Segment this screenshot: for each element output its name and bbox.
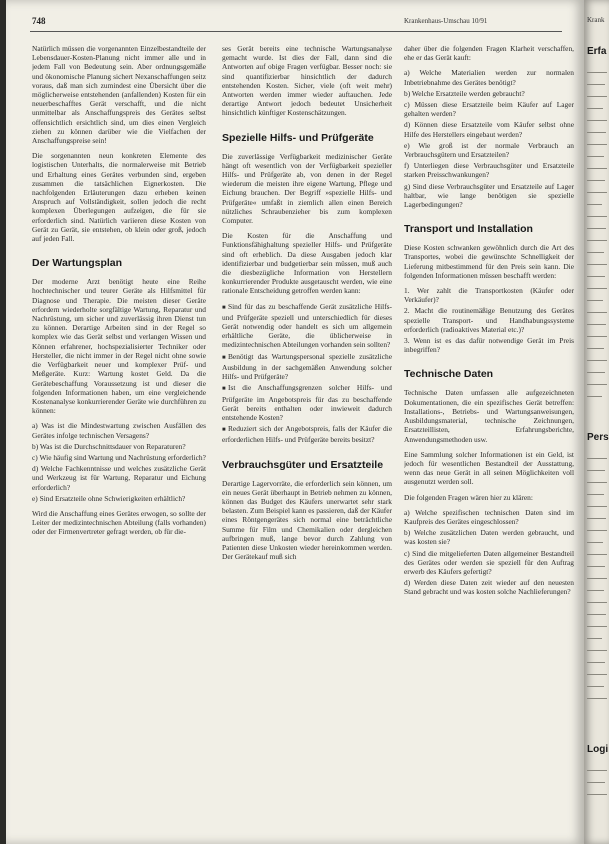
text-line <box>587 348 604 349</box>
running-head: Krankenhaus-Umschau 10/91 <box>404 17 488 25</box>
text-line <box>587 252 604 253</box>
text-line <box>587 300 603 301</box>
text-line <box>587 614 606 615</box>
text-line <box>587 132 606 133</box>
text-line <box>587 360 607 361</box>
list-item: b) Welche Ersatzteile werden gebraucht? <box>404 88 525 98</box>
text-line <box>587 506 607 507</box>
list-item <box>222 383 392 422</box>
text-line <box>587 324 606 325</box>
next-page-heading: Logi <box>587 744 609 755</box>
text-line <box>587 144 607 145</box>
text-line <box>587 72 607 73</box>
list-item: a) Welche Materialien werden zur normalen Inbetriebnahme des Gerätes benötigt? <box>404 68 574 87</box>
text-line <box>587 276 605 277</box>
document-page <box>6 0 584 844</box>
next-page-edge <box>584 0 609 844</box>
text-line <box>587 530 607 531</box>
list-item-text: Sind für das zu beschaffende Gerät zusätzliche Hilfs- und Prüfgeräte speziell und unterschiedlich für dieses Gerät notwendig oder handelt es sich um allgemein erhältliche Geräte, die üblicherweise in medizintechnischen Abteilungen vorhanden sein sollten? <box>222 301 392 350</box>
text-line <box>587 96 607 97</box>
list-item: f) Unterliegen diese Verbrauchsgüter und Ersatzteile starken Preisschwankungen? <box>404 161 574 180</box>
bullet-icon: ■ <box>222 304 226 311</box>
list-item: b) Welche zusätzlichen Daten werden gebraucht, und was kosten sie? <box>404 528 574 547</box>
paragraph: Die Kosten für die Anschaffung und Funktionsfähighaltung spezieller Hilfs- und Prüfgeräte sind oft erheblich. Da diese Ausgaben jedoch klar identifizierbar und budgetierbar sein müssen, muß auch die diesbezügliche Information von Herstellern konkurrierender Produkte ausgetauscht werden, wie eine rationale Entscheidung getroffen werden kann: <box>222 231 392 296</box>
bullet-list <box>222 302 392 445</box>
list-item: c) Wie häufig sind Wartung und Nachrüstung erforderlich? <box>32 452 206 462</box>
list-item: c) Müssen diese Ersatzteile beim Käufer auf Lager gehalten werden? <box>404 100 574 119</box>
bullet-icon: ■ <box>222 354 226 361</box>
paragraph: ses Gerät bereits eine technische Wartungsanalyse gemacht wurde. Ist dies der Fall, dann sind die Antworten auf obige Fragen verfügbar. Besser noch: sie sind quantifizierbar hinsichtlich der dadurch entstehenden Kosten. Sicher, viele (oft weit mehr) Antworten werden immer wieder auftauchen. Jede derartige Antwort jedoch bedeutet Unsicherheit hinsichtlich künftiger Kostenschätzungen. <box>222 44 392 118</box>
bullet-icon: ■ <box>222 386 226 393</box>
column-3 <box>404 44 574 834</box>
paragraph: Wird die Anschaffung eines Gerätes erwogen, so sollte der Leiter der medizintechnischen Abteilung (falls vorhanden) oder der Firmenvertreter gefragt werden, ob für die- <box>32 508 206 537</box>
bullet-icon: ■ <box>222 427 226 434</box>
text-line <box>587 626 607 627</box>
text-line <box>587 686 604 687</box>
text-line <box>587 120 607 121</box>
paragraph: Die sorgenannten neun konkreten Elemente des logistischen Unterhalts, die normalerweise mit Betrieb und Erhaltung eines Gerätes verbunden sind, ergeben zusammen die tatsächlichen Eignerkosten. Die nachfolgenden Erläuterungen dazu erheben keinen Anspruch auf Vollständigkeit, sollen jedoch die recht komplexen Überlegungen aufzeigen, die für sie erforderlich sind. Natürlich variieren diese Kosten von Gerät zu Gerät, sie entstehen, ob klein oder groß, jedoch auf jeden Fall. <box>32 151 206 244</box>
list-item: a) Was ist die Mindestwartung zwischen Ausfällen des Gerätes infolge technischen Versagens? <box>32 421 206 440</box>
text-line <box>587 554 607 555</box>
text-line <box>587 84 605 85</box>
text-line <box>587 494 604 495</box>
next-page-heading: Pers <box>587 432 609 443</box>
text-line <box>587 782 605 783</box>
question-list <box>32 421 206 503</box>
list-item: c) Sind die mitgelieferten Daten allgemeiner Bestandteil des Gerätes oder werden sie speziell für den Auftrag erwerb des Käufers gefertigt? <box>404 548 574 576</box>
text-line <box>587 518 606 519</box>
next-page-running-head: Krank <box>587 16 605 24</box>
text-line <box>587 482 607 483</box>
text-line <box>587 336 607 337</box>
list-item: g) Sind diese Verbrauchsgüter und Ersatzteile auf Lager haltbar, wie lange benötigen sie spezielle Lagerbedingungen? <box>404 181 574 210</box>
text-line <box>587 794 607 795</box>
list-item-text: Benötigt das Wartungspersonal spezielle zusätzliche Ausbildung in der sachgemäßen Anwendung solcher Hilfs- und Prüfgeräte? <box>222 351 392 382</box>
question-list <box>404 508 574 597</box>
list-item: d) Welche Fachkenntnisse und welches zusätzliche Gerät und Werkzeug ist für Wartung, Reparatur und Eichung erforderlich? <box>32 464 206 492</box>
section-heading-wartungsplan: Der Wartungsplan <box>32 257 123 270</box>
text-line <box>587 566 605 567</box>
paragraph: Technische Daten umfassen alle aufgezeichneten Dokumentationen, die ein spezifisches Gerät betreffen: Installations-, Betriebs- und Wartungsanweisungen, Ausbildungsmaterial, technische Zeichnungen, Ersatzteillisten, Erfahrungsberichte, Anwendungsmethoden usw. <box>404 388 574 444</box>
list-item: d) Werden diese Daten zeit wieder auf den neuesten Stand gebracht und was kosten solche Nachlieferungen? <box>404 578 574 597</box>
paragraph: Diese Kosten schwanken gewöhnlich durch die Art des Transportes, wobei die gewünschte Schnelligkeit der Lieferung mitbestimmend für den Preis sein kann. Die folgenden Informationen müssen beschafft werden: <box>404 243 574 280</box>
paragraph: Derartige Lagervorräte, die erforderlich sein können, um ein neues Gerät überhaupt in Betrieb nehmen zu können, können das Budget des Käufers unerwartet sehr stark belasten. Zum Beispiel kann es passieren, daß der Käufer eines Röntgengerätes sich normal eine beträchtliche Summe für Film und Chemikalien oder dergleichen aufbringen muß, lange bevor durch Zahlung von Patienten diese Unkosten wieder hereinkommen werden. Der Gerätekauf muß sich <box>222 478 392 562</box>
paragraph: daher über die folgenden Fragen Klarheit verschaffen, ehe er das Gerät kauft: <box>404 44 574 63</box>
text-line <box>587 240 607 241</box>
section-heading-technische-daten: Technische Daten <box>404 368 494 381</box>
text-line <box>587 650 607 651</box>
text-line <box>587 168 607 169</box>
numbered-list <box>404 286 574 354</box>
list-item: e) Sind Ersatzteile ohne Schwierigkeiten erhältlich? <box>32 493 186 503</box>
text-line <box>587 204 602 205</box>
list-item: b) Was ist die Durchschnittsdauer von Reparaturen? <box>32 441 186 451</box>
list-item: 2. Macht die routinemäßige Benutzung des Gerätes spezielle Transport- und Handhabungssysteme erforderlich (radioaktives Material etc.)? <box>404 306 574 334</box>
list-item <box>222 302 392 350</box>
section-heading-transport: Transport und Installation <box>404 223 533 236</box>
text-line <box>587 216 607 217</box>
section-heading-verbrauchsgueter: Verbrauchsgüter und Ersatzteile <box>222 458 384 471</box>
text-line <box>587 674 607 675</box>
text-line <box>587 228 606 229</box>
text-line <box>587 542 603 543</box>
list-item <box>222 424 392 444</box>
paragraph: Die zuverlässige Verfügbarkeit medizinischer Geräte hängt oft wesentlich von der Verfügbarkeit spezieller Hilfs- und Prüfgeräte ab, von denen in der Regel wiederum die meisten ihre eigene Wartung, Pflege und Eichung brauchen. Der Begriff »spezielle Hilfs- und Prüfgeräte« umfaßt in ziemlich allen einen Bereich nützliches Schraubenzieher bis zum komplexen Computer. <box>222 151 392 226</box>
text-line <box>587 458 607 459</box>
text-line <box>587 638 602 639</box>
text-line <box>587 470 605 471</box>
text-line <box>587 312 607 313</box>
list-item: 3. Wenn ist es das dafür notwendige Gerät im Preis inbegriffen? <box>404 336 574 355</box>
text-line <box>587 192 607 193</box>
text-line <box>587 156 604 157</box>
text-line <box>587 590 604 591</box>
paragraph: Die folgenden Fragen wären hier zu klären: <box>404 492 533 502</box>
list-item-text: Ist die Anschaffungsgrenzen solcher Hilfs- und Prüfgeräte im Angebotspreis für das zu beschaffende Gerät bereits enthalten oder inwieweit dadurch entstehende Kosten? <box>222 383 392 422</box>
column-2 <box>222 44 392 834</box>
section-heading-hilfsgeraete: Spezielle Hilfs- und Prüfgeräte <box>222 131 374 144</box>
header-rule <box>30 31 562 32</box>
text-line <box>587 264 607 265</box>
list-item <box>222 352 392 382</box>
list-item: a) Welche spezifischen technischen Daten sind im Kaufpreis des Gerätes eingeschlossen? <box>404 507 574 526</box>
text-line <box>587 698 607 699</box>
text-line <box>587 602 607 603</box>
question-list <box>404 68 574 209</box>
paragraph: Natürlich müssen die vorgenannten Einzelbestandteile der Lebensdauer-Kosten-Planung nicht immer alle und in jedem Fall von Bedeutung sein. Aber ordnungsgemäße und ökonomische Planung sichert Nexanschaffungen seitz voraus, daß man sich zumindest eine Übersicht über die möglicherweise entstehenden (anfallenden) Kosten für ein neuerbeschafftes Gerät verschafft, und die nicht unmittelbar als Anschaffungspreis des Gerätes selbst offensichtlich ersichtlich sind, um dies einen Vergleich ziehen zu können darüber wie die Vielfachen der Anschaffungspreise sein! <box>32 44 206 146</box>
text-line <box>587 372 605 373</box>
text-line <box>587 662 605 663</box>
text-line <box>587 384 607 385</box>
list-item: 1. Wer zahlt die Transportkosten (Käufer oder Verkäufer)? <box>404 286 574 305</box>
page-number: 748 <box>32 16 46 26</box>
text-line <box>587 108 603 109</box>
paragraph: Eine Sammlung solcher Informationen ist ein Geld, ist jedoch für wesentlichen Bestandteil der Ausstattung, wenn das neue Gerät in all seinen Möglichkeiten voll ausgenutzt werden soll. <box>404 449 574 487</box>
next-page-heading: Erfa <box>587 46 607 57</box>
list-item-text: Reduziert sich der Angebotspreis, falls der Käufer die erforderlichen Hilfs- und Prüfgeräte bereits besitzt? <box>222 424 392 445</box>
list-item: e) Wie groß ist der normale Verbrauch an Verbrauchsgütern und Ersatzteilen? <box>404 140 574 160</box>
text-line <box>587 180 605 181</box>
text-line <box>587 396 602 397</box>
list-item: d) Können diese Ersatzteile vom Käufer selbst ohne Hilfe des Herstellers eingebaut werden? <box>404 120 574 139</box>
text-line <box>587 578 607 579</box>
column-1 <box>32 44 206 834</box>
text-line <box>587 770 607 771</box>
paragraph: Der moderne Arzt benötigt heute eine Reihe hochtechnischer und teurer Geräte als Hilfsmittel für Diagnose und Therapie. Die meisten dieser Geräte erfordern wiederholte sorgfältige Wartung, Reparatur und Nachrüstung, um sicher und zuverlässig ihren Dienst tun zu können. Derartige Arbeiten sind in der Regel so komplex wie das Gerät selbst und verlangen Wissen und Können erfahrener, hochspezialisierter Techniker oder Hersteller, die nicht immer in der Regel nicht ohne sowie die Verfügbarkeit neuer und komplexer Prüf- und Meßgeräte. Kurz: Wartung kostet Geld. Da die Gerätebeschaffung Voraussetzung ist und dieser die folgenden Informationen haben, um eine vergleichende Kostenanalyse konkurrierender Geräte wie durchführen zu können: <box>32 277 206 416</box>
text-line <box>587 288 607 289</box>
